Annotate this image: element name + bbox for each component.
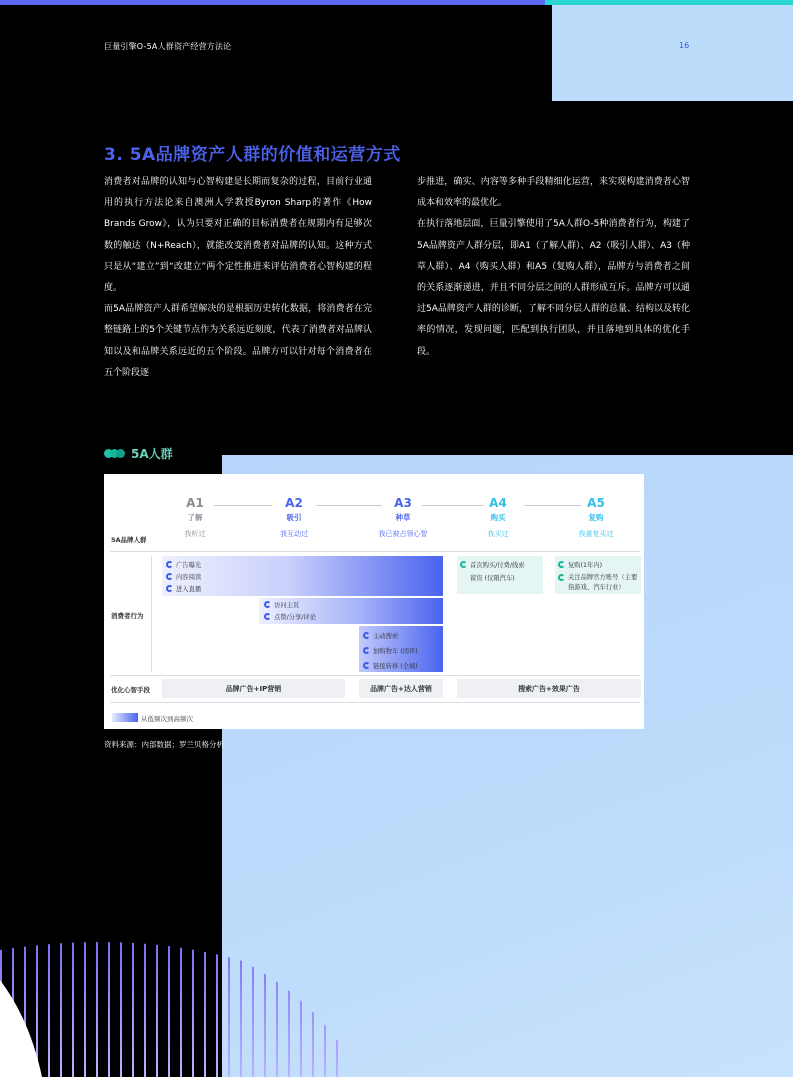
behavior-item: 关注品牌官方账号（主要指游戏、汽车行业） (558, 573, 640, 593)
behavior-item: 首次购买/付费/线索 (460, 560, 525, 569)
stage-connector (316, 505, 382, 506)
bullet-icon (264, 613, 271, 620)
report-header-title: 巨量引擎O-5A人群资产经营方法论 (104, 42, 232, 51)
stage-name: 购买 (490, 513, 506, 522)
stage-a4 (453, 496, 543, 539)
dots-icon (104, 449, 125, 458)
stage-a1 (150, 496, 240, 539)
decorative-stripes (0, 940, 360, 1077)
behavior-item: 链接转移 (全域) (363, 661, 418, 670)
paragraph: 消费者对品牌的认知与心智构建是长期而复杂的过程，目前行业通用的执行方法论来自澳洲人学教授Byron Sharp的著作《How Brands Grow》，认为只要对正确的目标消费者在规期内有足够次数的触达（N+Reach），就能改变消费者对品牌的认知。这种方式只是从“建立”到“改建立”两个定性推进来评估消费者心智构建的程度。 (104, 177, 372, 294)
stage-a2 (249, 496, 339, 539)
bullet-icon (166, 585, 173, 592)
optimization-box: 品牌广告+达人营销 (359, 679, 443, 698)
bullet-icon (363, 632, 370, 639)
row-label-behavior: 消费者行为 (111, 612, 144, 620)
bullet-icon (264, 601, 271, 608)
optimization-box: 品牌广告+IP营销 (162, 679, 345, 698)
stage-name: 吸引 (286, 513, 302, 522)
stage-code: A1 (186, 496, 204, 510)
stage-desc: 我买过 (487, 530, 509, 538)
paragraph: 而5A品牌资产人群希望解决的是根据历史转化数据，将消费者在完整链路上的5个关键节点作为关系远近刻度，代表了消费者对品牌认知以及和品牌关系远近的五个阶段。品牌方可以针对每个消费者在五个阶段逐 (104, 304, 372, 378)
behavior-item: 进入直播 (166, 584, 201, 593)
stage-code: A4 (489, 496, 507, 510)
row-label-stages: 5A品牌人群 (111, 536, 147, 544)
divider (110, 551, 640, 552)
bullet-icon (363, 647, 370, 654)
behavior-item: 点赞/分享/评论 (264, 612, 316, 621)
5a-funnel-figure (104, 474, 644, 729)
optimization-box: 搜索广告+效果广告 (457, 679, 641, 698)
behavior-item: 内容阅读 (166, 572, 201, 581)
stage-a5 (551, 496, 641, 539)
text-column-right (417, 172, 690, 363)
behavior-item: 复购(1年内) (558, 560, 602, 569)
stage-connector (524, 505, 581, 506)
paragraph: 步推进，确实、内容等多种手段精细化运营，来实现构建消费者心智成本和效率的最优化。 (417, 177, 690, 209)
figure-heading (104, 445, 173, 462)
row-label-optimization: 优化心智手段 (111, 686, 150, 694)
divider (110, 702, 640, 703)
behavior-item: 留资 (仅限汽车) (470, 575, 515, 582)
bullet-icon (558, 574, 565, 581)
bullet-icon (166, 573, 173, 580)
corner-decoration (552, 5, 793, 101)
behavior-item: 加购物车 (闭环) (363, 646, 418, 655)
stage-desc: 我听过 (184, 530, 206, 538)
stage-desc: 我重复买过 (578, 530, 614, 538)
stage-code: A2 (285, 496, 303, 510)
stage-connector (422, 505, 484, 506)
bullet-icon (460, 561, 467, 568)
stage-desc: 我互动过 (280, 530, 308, 538)
page-number: 16 (679, 41, 690, 50)
stage-code: A3 (394, 496, 412, 510)
behavior-item: 访问主页 (264, 600, 299, 609)
bullet-icon (558, 561, 565, 568)
stage-a3 (358, 496, 448, 539)
divider (110, 675, 640, 676)
stage-desc: 我已被占领心智 (378, 530, 428, 538)
stage-name: 种草 (395, 513, 411, 522)
source-note: 资料来源：内部数据；罗兰贝格分析 (104, 740, 224, 749)
behavior-item: 主动搜索 (363, 631, 398, 640)
text-column-left (104, 172, 372, 384)
section-title: 3. 5A品牌资产人群的价值和运营方式 (104, 145, 401, 165)
top-accent-bar-blue (0, 0, 545, 5)
legend-gradient-swatch (112, 713, 138, 722)
stage-name: 复购 (588, 513, 604, 522)
stage-code: A5 (587, 496, 605, 510)
band-a1 (162, 556, 443, 596)
figure-heading-label: 5A人群 (131, 447, 173, 461)
stage-name: 了解 (187, 513, 203, 522)
divider (151, 556, 152, 672)
legend-label: 从低频次到高频次 (141, 715, 193, 723)
bullet-icon (363, 662, 370, 669)
paragraph: 在执行落地层面，巨量引擎使用了5A人群O-5种消费者行为，构建了5A品牌资产人群分层，即A1（了解人群）、A2（吸引人群）、A3（种草人群）、A4（购买人群）和A5（复购人群），品牌方与消费者之间的关系逐渐递进，并且不同分层之间的人群形成互斥。品牌方可以通过5A品牌资产人群的诊断，了解不同分层人群的总量、结构以及转化率的情况，发现问题，匹配到执行团队，并且落地到具体的优化手段。 (417, 219, 690, 357)
stage-connector (214, 505, 272, 506)
behavior-item: 广告曝光 (166, 560, 201, 569)
bullet-icon (166, 561, 173, 568)
